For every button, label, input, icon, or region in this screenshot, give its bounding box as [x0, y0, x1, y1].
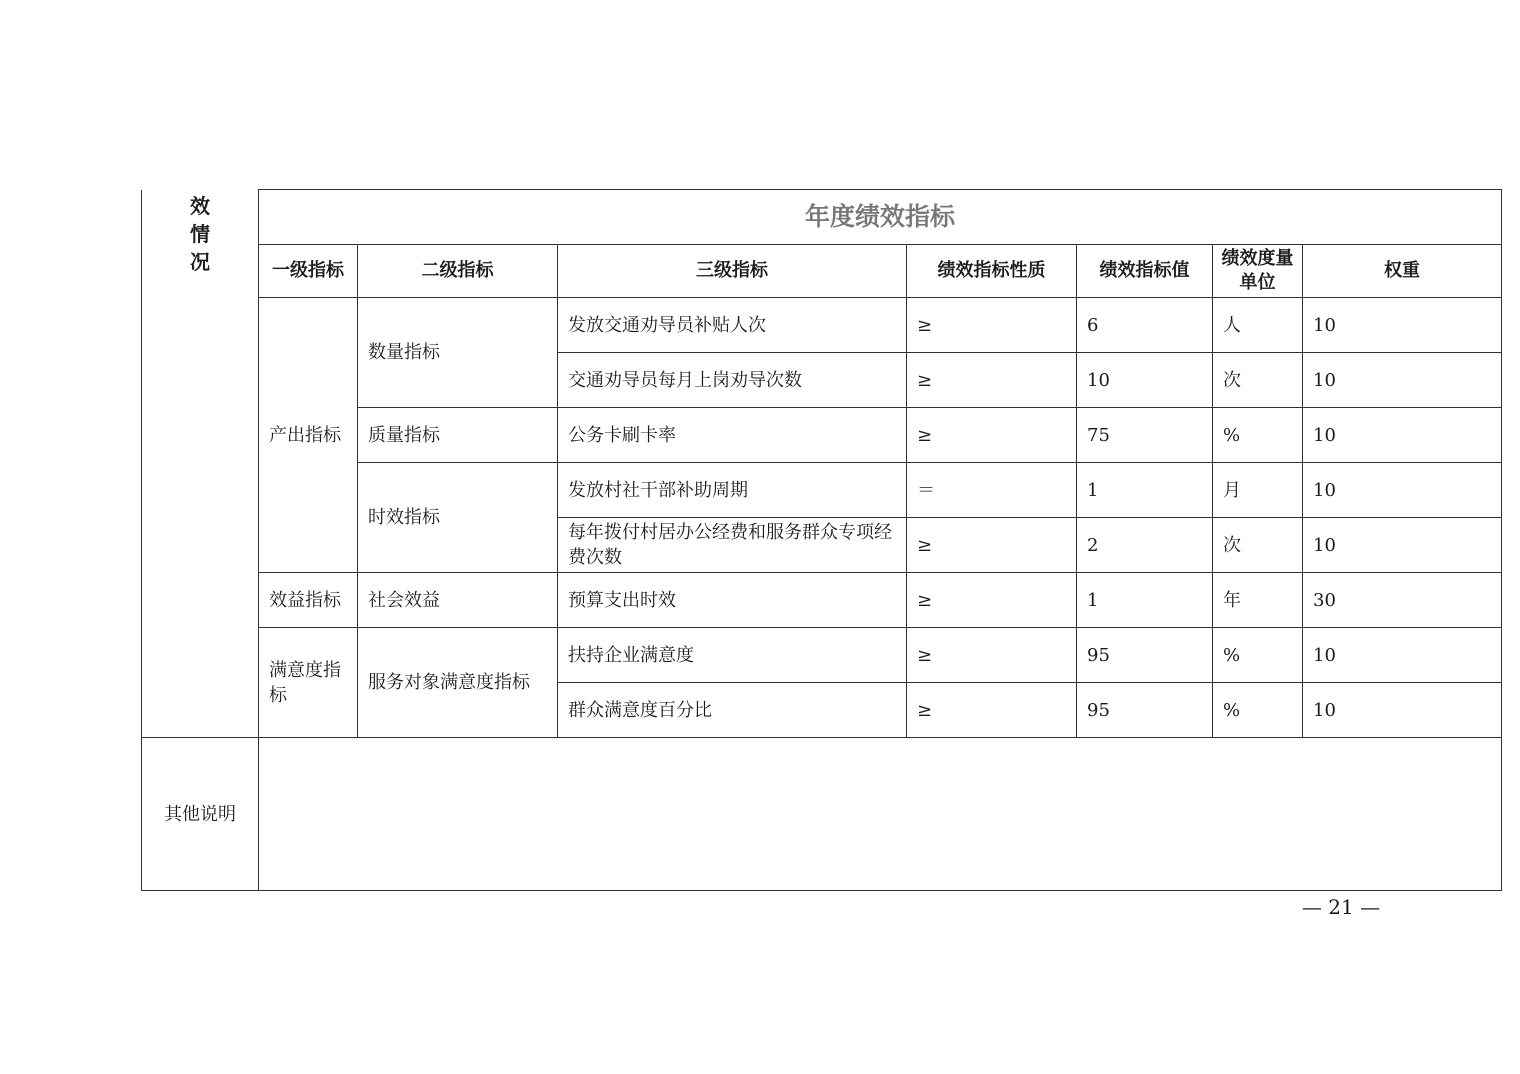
subgroup-timeliness: 时效指标 [358, 463, 558, 573]
unit-cell: % [1213, 683, 1303, 738]
performance-indicator-table [141, 189, 1502, 891]
indicator-cell: 交通劝导员每月上岗劝导次数 [558, 353, 907, 408]
header-value: 绩效指标值 [1077, 245, 1213, 298]
header-level3: 三级指标 [558, 245, 907, 298]
subgroup-service: 服务对象满意度指标 [358, 628, 558, 738]
value-cell: 95 [1077, 628, 1213, 683]
header-unit: 绩效度量单位 [1213, 245, 1303, 298]
indicator-cell: 扶持企业满意度 [558, 628, 907, 683]
value-cell: 75 [1077, 408, 1213, 463]
weight-cell: 30 [1303, 573, 1502, 628]
indicator-cell: 预算支出时效 [558, 573, 907, 628]
unit-cell: 人 [1213, 298, 1303, 353]
header-level2: 二级指标 [358, 245, 558, 298]
page-number: — 21 — [1301, 895, 1381, 919]
header-weight: 权重 [1303, 245, 1502, 298]
table-row [142, 298, 1502, 353]
subgroup-social: 社会效益 [358, 573, 558, 628]
table-row [142, 573, 1502, 628]
group-output: 产出指标 [259, 298, 358, 573]
nature-cell: ≥ [907, 298, 1077, 353]
value-cell: 10 [1077, 353, 1213, 408]
weight-cell: 10 [1303, 353, 1502, 408]
header-row [142, 245, 1502, 298]
nature-cell: ≥ [907, 353, 1077, 408]
weight-cell: 10 [1303, 463, 1502, 518]
weight-cell: 10 [1303, 408, 1502, 463]
nature-cell: ≥ [907, 683, 1077, 738]
unit-cell: % [1213, 408, 1303, 463]
nature-cell: ＝ [907, 463, 1077, 518]
value-cell: 1 [1077, 463, 1213, 518]
unit-cell: % [1213, 628, 1303, 683]
subgroup-quantity: 数量指标 [358, 298, 558, 408]
weight-cell: 10 [1303, 518, 1502, 573]
table-title-row [142, 190, 1502, 245]
nature-cell: ≥ [907, 408, 1077, 463]
weight-cell: 10 [1303, 628, 1502, 683]
nature-cell: ≥ [907, 518, 1077, 573]
value-cell: 95 [1077, 683, 1213, 738]
indicator-cell: 发放交通劝导员补贴人次 [558, 298, 907, 353]
unit-cell: 月 [1213, 463, 1303, 518]
value-cell: 1 [1077, 573, 1213, 628]
indicator-cell: 发放村社干部补助周期 [558, 463, 907, 518]
header-nature: 绩效指标性质 [907, 245, 1077, 298]
unit-cell: 次 [1213, 518, 1303, 573]
nature-cell: ≥ [907, 573, 1077, 628]
indicator-cell: 群众满意度百分比 [558, 683, 907, 738]
unit-cell: 年 [1213, 573, 1303, 628]
table-title: 年度绩效指标 [259, 190, 1502, 245]
group-benefit: 效益指标 [259, 573, 358, 628]
indicator-cell: 公务卡刷卡率 [558, 408, 907, 463]
table-row [142, 628, 1502, 683]
unit-cell: 次 [1213, 353, 1303, 408]
value-cell: 2 [1077, 518, 1213, 573]
side-label-cell [142, 190, 259, 738]
subgroup-quality: 质量指标 [358, 408, 558, 463]
group-satisfaction: 满意度指标 [259, 628, 358, 738]
other-notes-label: 其他说明 [142, 738, 259, 891]
value-cell: 6 [1077, 298, 1213, 353]
weight-cell: 10 [1303, 683, 1502, 738]
header-level1: 一级指标 [259, 245, 358, 298]
weight-cell: 10 [1303, 298, 1502, 353]
side-label: 效情况 [190, 193, 210, 274]
other-notes-row [142, 738, 1502, 891]
nature-cell: ≥ [907, 628, 1077, 683]
other-notes-content [259, 738, 1502, 891]
indicator-cell: 每年拨付村居办公经费和服务群众专项经费次数 [558, 518, 907, 573]
